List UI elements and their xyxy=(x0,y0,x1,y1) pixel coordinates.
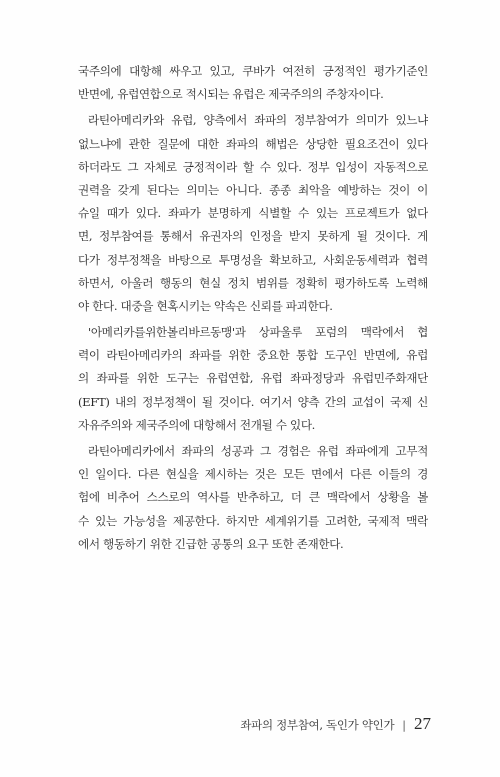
text-line: 라틴아메리카와 유럽, 양측에서 좌파의 정부참여가 의미가 있느냐 xyxy=(88,113,428,128)
text-line: 에서 행동하기 위한 긴급한 공통의 요구 또한 존재한다. xyxy=(78,536,344,551)
text-line: (EFT) 내의 정부정책이 될 것이다. 여기서 양측 간의 교섭이 국제 신 xyxy=(78,394,428,409)
page-number: 27 xyxy=(414,714,431,733)
text-line: 인 일이다. 다른 현실을 제시하는 것은 모든 면에서 다른 이들의 경 xyxy=(78,467,428,482)
body-text xyxy=(78,60,428,556)
footer-separator: | xyxy=(402,719,406,732)
text-line: 자유주의와 제국주의에 대항해서 전개될 수 있다. xyxy=(78,417,316,432)
text-line: 수 있는 가능성을 제공한다. 하지만 세계위기를 고려한, 국제적 맥락 xyxy=(78,513,428,528)
text-line: 하면서, 아울러 행동의 현실 정치 범위를 정확히 평가하도록 노력해 xyxy=(78,275,428,290)
text-line: 험에 비추어 스스로의 역사를 반추하고, 더 큰 맥락에서 상황을 볼 xyxy=(78,490,428,505)
text-line: 국주의에 대항해 싸우고 있고, 쿠바가 여전히 긍정적인 평가기준인 xyxy=(78,64,428,78)
text-line: 없느냐에 관한 질문에 대한 좌파의 해법은 상당한 필요조건이 있다 xyxy=(78,136,428,151)
text-line: 면, 정부참여를 통해서 유권자의 인정을 받지 못하게 될 것이다. 게 xyxy=(78,229,428,244)
running-title: 좌파의 정부참여, 독인가 약인가 xyxy=(240,718,395,732)
paragraph xyxy=(78,321,428,437)
text-line: 력이 라틴아메리카의 좌파를 위한 중요한 통합 도구인 반면에, 유럽 xyxy=(78,348,428,363)
text-line: 의 좌파를 위한 도구는 유럽연합, 유럽 좌파정당과 유럽민주화재단 xyxy=(78,371,428,386)
page-footer xyxy=(240,714,431,734)
text-line: 야 한다. 대중을 현혹시키는 약속은 신뢰를 파괴한다. xyxy=(78,298,333,313)
text-line: 하더라도 그 자체로 긍정적이라 할 수 있다. 정부 입성이 자동적으로 xyxy=(78,159,428,174)
text-line: 라틴아메리카에서 좌파의 성공과 그 경험은 유럽 좌파에게 고무적 xyxy=(88,444,428,458)
paragraph xyxy=(78,60,428,106)
text-line: 슈일 때가 있다. 좌파가 분명하게 식별할 수 있는 프로젝트가 없다 xyxy=(78,206,428,221)
text-line: 반면에, 유럽연합으로 적시되는 유럽은 제국주의의 주창자이다. xyxy=(78,87,384,102)
paragraph xyxy=(78,440,428,556)
paragraph xyxy=(78,109,428,318)
text-line: 다가 정부정책을 바탕으로 투명성을 확보하고, 사회운동세력과 협력 xyxy=(78,252,428,267)
text-line: '아메리카를위한볼리바르동맹'과 상파울루 포럼의 맥락에서 협 xyxy=(88,325,428,340)
text-line: 권력을 갖게 된다는 의미는 아니다. 종종 최악을 예방하는 것이 이 xyxy=(78,182,428,197)
